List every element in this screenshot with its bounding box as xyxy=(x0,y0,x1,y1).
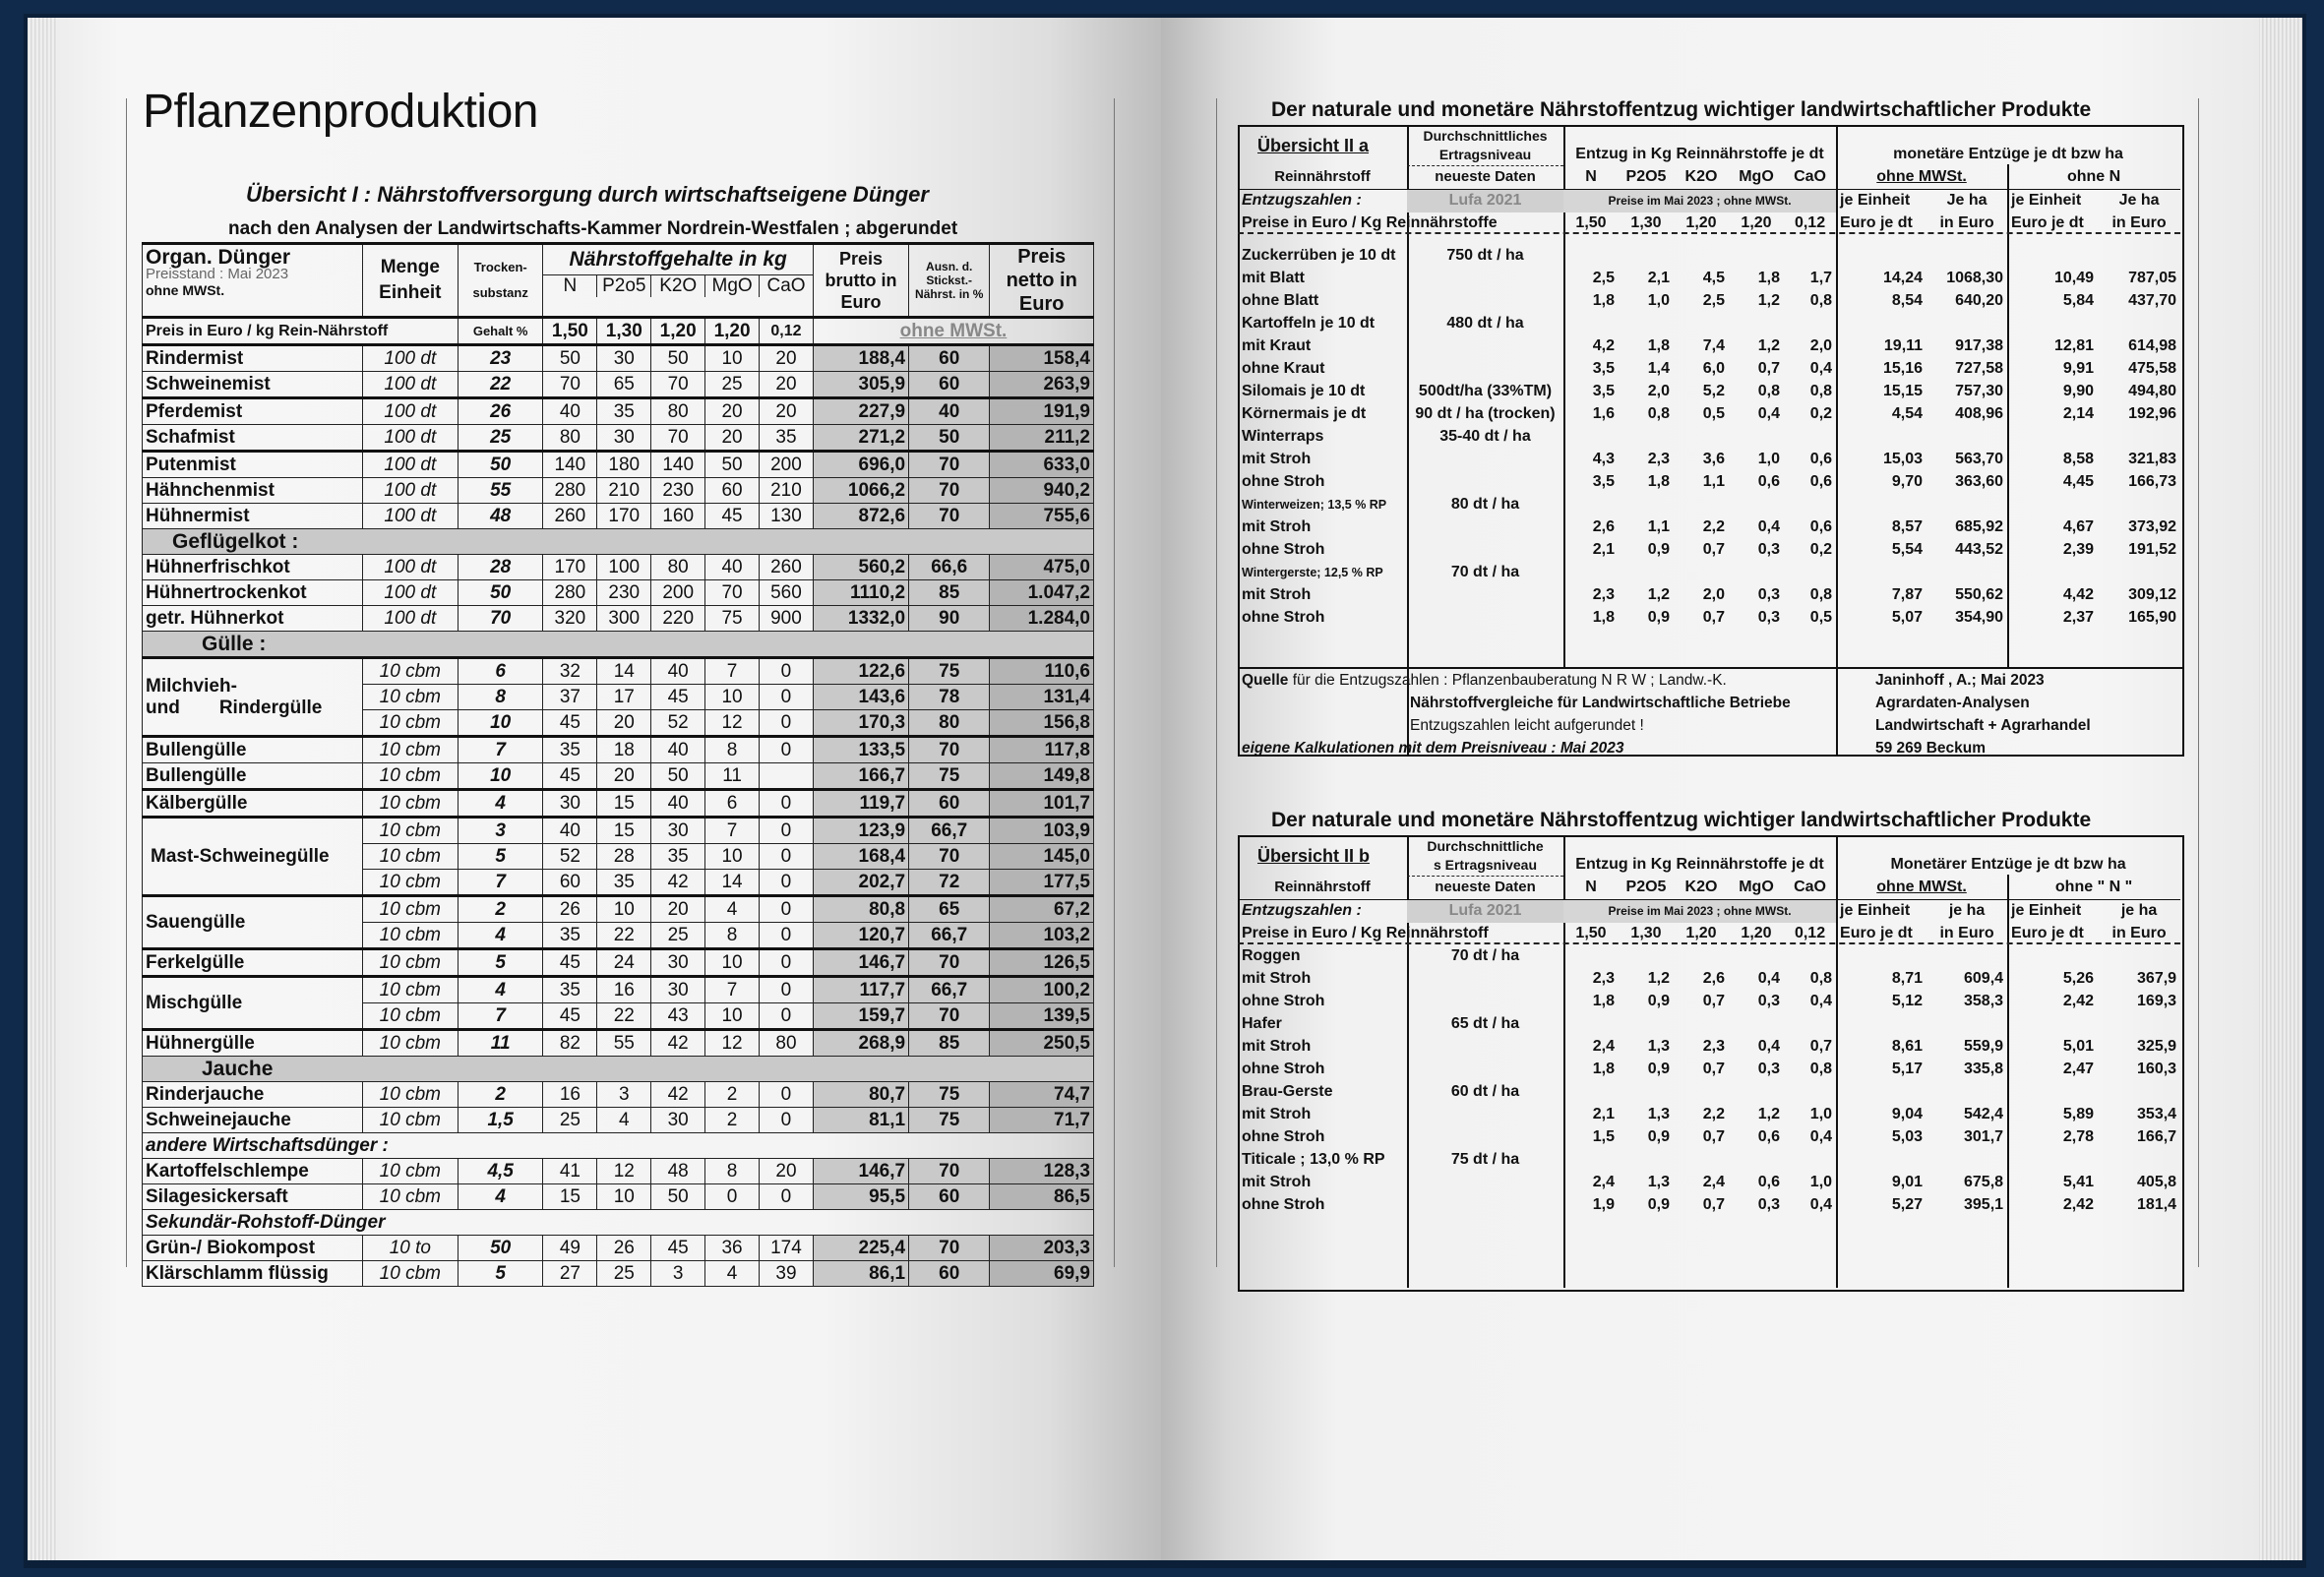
nutrient-table-a: Übersicht II a Durchschnittliches Ertragsniveau Entzug in Kg Reinnährstoffe je dt monetäre Entzüge je dt bzw ha Reinnährstoff neueste Daten N P2O5 K2O MgO CaO ohne MWSt. ohne N Entzugszahlen : Lufa 2021 Preise im Mai 2023 ; ohne MWSt. je Einheit Je ha je Einheit Je ha Preise in Euro / Kg Reinnährstoffe 1,50 1,30 1,20 1,20 0,12 Euro je dt in Euro Euro je dt in Euro Zuckerrüben je 10 dt 750 dt / ha mit Blatt 2,5 2,1 4,5 1,8 1,7 14,24 1068,30 10,49 787,05 ohne Blatt 1,8 1,0 2,5 1,2 0,8 8,54 640,20 5,84 437,70 Kartoffeln je 10 dt 480 dt / ha mit Kraut 4,2 1,8 7,4 1,2 2,0 19,11 917,38 12,81 614,98 ohne Kraut 3,5 1,4 6,0 0,7 0,4 15,16 727,58 9,91 475,58 Silomais je 10 dt 500dt/ha (33%TM) 3,5 2,0 5,2 0,8 0,8 15,15 757,30 9,90 494,80 Körnermais je dt 90 dt / ha (trocken) 1,6 0,8 0,5 0,4 0,2 4,54 408,96 2,14 192,96 Winterraps 35-40 dt / ha mit Stroh 4,3 2,3 3,6 1,0 0,6 15,03 563,70 8,58 321,83 ohne Stroh 3,5 1,8 1,1 0,6 0,6 9,70 363,60 4,45 166,73 Winterweizen; 13,5 % RP 80 dt / ha mit Stroh 2,6 1,1 2,2 0,4 0,6 8,57 685,92 4,67 373,92 ohne Stroh 2,1 0,9 0,7 0,3 0,2 5,54 443,52 2,39 191,52 Wintergerste; 12,5 % RP 70 dt / ha mit Stroh 2,3 1,2 2,0 0,3 0,8 7,87 550,62 4,42 309,12 ohne Stroh 1,8 0,9 0,7 0,3 0,5 5,07 354,90 2,37 165,90 xyxy=(1238,126,2180,630)
table-row: Kartoffelschlempe 10 cbm 4,5 41 12 48 8 20 146,7 70 128,3 xyxy=(143,1159,1094,1184)
table-row: 10 cbm 4 35 22 25 8 0 120,7 66,7 103,2 xyxy=(143,923,1094,949)
table-row: Bullengülle 10 cbm 7 35 18 40 8 0 133,5 70 117,8 xyxy=(143,737,1094,763)
table-row: Klärschlamm flüssig 10 cbm 5 27 25 3 4 39 86,1 60 69,9 xyxy=(143,1261,1094,1287)
table-row: ohne Blatt 1,8 1,0 2,5 1,2 0,8 8,54 640,20 5,84 437,70 xyxy=(1242,292,2177,309)
table-row: Titicale ; 13,0 % RP 75 dt / ha xyxy=(1242,1151,1520,1168)
table-row: Silagesickersaft 10 cbm 4 15 10 50 0 0 95,5 60 86,5 xyxy=(143,1184,1094,1210)
table-b-title: Der naturale und monetäre Nährstoffentzug wichtiger landwirtschaftlicher Produkte xyxy=(1271,809,2092,831)
table-row: Hühnergülle 10 cbm 11 82 55 42 12 80 268,9 85 250,5 xyxy=(143,1030,1094,1057)
table-row: Brau-Gerste 60 dt / ha xyxy=(1242,1083,1520,1100)
section-heading: andere Wirtschaftsdünger : xyxy=(143,1133,1094,1159)
table-row: Schweinemist 100 dt 22 70 65 70 25 20 305,9 60 263,9 xyxy=(143,372,1094,398)
table-header: Übersicht II b Durchschnittliche s Ertragsniveau Entzug in Kg Reinnährstoffe je dt Monetärer Entzüge je dt bzw ha xyxy=(1257,837,2126,873)
table-header: Übersicht II a Durchschnittliches Ertragsniveau Entzug in Kg Reinnährstoffe je dt monetäre Entzüge je dt bzw ha xyxy=(1257,127,2123,162)
table-a-title: Der naturale und monetäre Nährstoffentzug wichtiger landwirtschaftlicher Produkte xyxy=(1271,98,2092,121)
table-row: mit Stroh 2,1 1,3 2,2 1,2 1,0 9,04 542,4 5,89 353,4 xyxy=(1242,1106,2177,1122)
table-row: Hühnermist 100 dt 48 260 170 160 45 130 872,6 70 755,6 xyxy=(143,504,1094,529)
table-header: Organ. Dünger Preisstand : Mai 2023 ohne MWSt. Menge Einheit Trocken- substanz Nährstoffgehalte in kg N P2o5 K2O MgO CaO Preis brutto in Euro Ausn. d. Stickst.- Nährst. in % Preis netto in Euro xyxy=(143,244,1094,318)
table-row: Wintergerste; 12,5 % RP 70 dt / ha xyxy=(1242,564,1520,580)
table-row: mit Stroh 2,4 1,3 2,4 0,6 1,0 9,01 675,8 5,41 405,8 xyxy=(1242,1174,2177,1190)
table-row: Putenmist 100 dt 50 140 180 140 50 200 696,0 70 633,0 xyxy=(143,452,1094,478)
table-row: Mast-Schweinegülle 10 cbm 3 40 15 30 7 0 123,9 66,7 103,9 xyxy=(143,818,1094,844)
table-row: Mischgülle 10 cbm 4 35 16 30 7 0 117,7 66,7 100,2 xyxy=(143,977,1094,1003)
table-row: Rindermist 100 dt 23 50 30 50 10 20 188,4 60 158,4 xyxy=(143,345,1094,372)
table-row: Schweinejauche 10 cbm 1,5 25 4 30 2 0 81,1 75 71,7 xyxy=(143,1108,1094,1133)
fertilizer-table xyxy=(142,242,1094,1287)
table-row: Hühnerfrischkot 100 dt 28 170 100 80 40 260 560,2 66,6 475,0 xyxy=(143,555,1094,580)
overview-subtitle: nach den Analysen der Landwirtschafts-Kammer Nordrein-Westfalen ; abgerundet xyxy=(228,218,958,239)
table-row: 10 cbm 7 60 35 42 14 0 202,7 72 177,5 xyxy=(143,870,1094,896)
table-row: mit Stroh 2,3 1,2 2,6 0,4 0,8 8,71 609,4 5,26 367,9 xyxy=(1242,970,2177,987)
table-row: mit Stroh 4,3 2,3 3,6 1,0 0,6 15,03 563,70 8,58 321,83 xyxy=(1242,451,2177,467)
table-row: 10 cbm 8 37 17 45 10 0 143,6 78 131,4 xyxy=(143,685,1094,710)
table-row: getr. Hühnerkot 100 dt 70 320 300 220 75 900 1332,0 90 1.284,0 xyxy=(143,606,1094,632)
section-heading: Sekundär-Rohstoff-Dünger xyxy=(143,1210,1094,1236)
table-row: Kartoffeln je 10 dt 480 dt / ha xyxy=(1242,315,1524,332)
table-row: mit Stroh 2,4 1,3 2,3 0,4 0,7 8,61 559,9 5,01 325,9 xyxy=(1242,1038,2177,1055)
table-row: ohne Kraut 3,5 1,4 6,0 0,7 0,4 15,16 727,58 9,91 475,58 xyxy=(1242,360,2177,377)
page-heading: Pflanzenproduktion xyxy=(143,86,538,138)
table-row: Hafer 65 dt / ha xyxy=(1242,1015,1520,1032)
table-row: Hähnchenmist 100 dt 55 280 210 230 60 210 1066,2 70 940,2 xyxy=(143,478,1094,504)
table-row: Schafmist 100 dt 25 80 30 70 20 35 271,2 50 211,2 xyxy=(143,425,1094,452)
table-row: 10 cbm 5 52 28 35 10 0 168,4 70 145,0 xyxy=(143,844,1094,870)
table-row: ohne Stroh 1,8 0,9 0,7 0,3 0,4 5,12 358,3 2,42 169,3 xyxy=(1242,993,2177,1009)
table-row: ohne Stroh 1,8 0,9 0,7 0,3 0,8 5,17 335,8 2,47 160,3 xyxy=(1242,1061,2177,1077)
table-row: Sauengülle 10 cbm 2 26 10 20 4 0 80,8 65 67,2 xyxy=(143,896,1094,923)
table-row: ohne Stroh 1,5 0,9 0,7 0,6 0,4 5,03 301,7 2,78 166,7 xyxy=(1242,1128,2177,1145)
section-heading: Jauche xyxy=(143,1057,1094,1082)
table-row: Silomais je 10 dt 500dt/ha (33%TM) 3,5 2,0 5,2 0,8 0,8 15,15 757,30 9,90 494,80 xyxy=(1242,383,2177,399)
table-row: Winterweizen; 13,5 % RP 80 dt / ha xyxy=(1242,496,1520,513)
table-row: mit Kraut 4,2 1,8 7,4 1,2 2,0 19,11 917,38 12,81 614,98 xyxy=(1242,337,2177,354)
table-row: Zuckerrüben je 10 dt 750 dt / ha xyxy=(1242,247,1524,264)
table-row: mit Blatt 2,5 2,1 4,5 1,8 1,7 14,24 1068,30 10,49 787,05 xyxy=(1242,270,2177,286)
table-row: Bullengülle 10 cbm 10 45 20 50 11 166,7 75 149,8 xyxy=(143,763,1094,790)
table-row: Hühnertrockenkot 100 dt 50 280 230 200 70 560 1110,2 85 1.047,2 xyxy=(143,580,1094,606)
table-row: Kälbergülle 10 cbm 4 30 15 40 6 0 119,7 60 101,7 xyxy=(143,790,1094,818)
table-row: Grün-/ Biokompost 10 to 50 49 26 45 36 174 225,4 70 203,3 xyxy=(143,1236,1094,1261)
overview-title: Übersicht I : Nährstoffversorgung durch wirtschaftseigene Dünger xyxy=(246,182,929,207)
price-row: Preis in Euro / kg Rein-Nährstoff Gehalt % 1,50 1,30 1,20 1,20 0,12 ohne MWSt. xyxy=(143,318,1094,345)
table-row: Ferkelgülle 10 cbm 5 45 24 30 10 0 146,7 70 126,5 xyxy=(143,949,1094,977)
table-row: ohne Stroh 1,9 0,9 0,7 0,3 0,4 5,27 395,1 2,42 181,4 xyxy=(1242,1196,2177,1213)
table-row: Körnermais je dt 90 dt / ha (trocken) 1,6 0,8 0,5 0,4 0,2 4,54 408,96 2,14 192,96 xyxy=(1242,405,2177,422)
table-row: 10 cbm 7 45 22 43 10 0 159,7 70 139,5 xyxy=(143,1003,1094,1030)
table-row: Roggen 70 dt / ha xyxy=(1242,947,1520,964)
table-row: mit Stroh 2,3 1,2 2,0 0,3 0,8 7,87 550,62 4,42 309,12 xyxy=(1242,586,2177,603)
section-heading: Gülle : xyxy=(143,632,1094,658)
table-row: ohne Stroh 1,8 0,9 0,7 0,3 0,5 5,07 354,90 2,37 165,90 xyxy=(1242,609,2177,626)
table-row: ohne Stroh 2,1 0,9 0,7 0,3 0,2 5,54 443,52 2,39 191,52 xyxy=(1242,541,2177,558)
table-row: Winterraps 35-40 dt / ha xyxy=(1242,428,1531,445)
table-row: 10 cbm 10 45 20 52 12 0 170,3 80 156,8 xyxy=(143,710,1094,737)
table-row: mit Stroh 2,6 1,1 2,2 0,4 0,6 8,57 685,92 4,67 373,92 xyxy=(1242,518,2177,535)
nutrient-table-b: Übersicht II b Durchschnittliche s Ertragsniveau Entzug in Kg Reinnährstoffe je dt Monetärer Entzüge je dt bzw ha Reinnährstoff neueste Daten N P2O5 K2O MgO CaO ohne MWSt. ohne " N " Entzugszahlen : Lufa 2021 Preise im Mai 2023 ; ohne MWSt. je Einheit je ha je Einheit je ha Preise in Euro / Kg Reinnährstoff 1,50 1,30 1,20 1,20 0,12 Euro je dt in Euro Euro je dt in Euro Roggen 70 dt / ha mit Stroh 2,3 1,2 2,6 0,4 0,8 8,71 609,4 5,26 367,9 ohne Stroh 1,8 0,9 0,7 0,3 0,4 5,12 358,3 2,42 169,3 Hafer 65 dt / ha mit Stroh 2,4 1,3 2,3 0,4 0,7 8,61 559,9 5,01 325,9 ohne Stroh 1,8 0,9 0,7 0,3 0,8 5,17 335,8 2,47 160,3 Brau-Gerste 60 dt / ha mit Stroh 2,1 1,3 2,2 1,2 1,0 9,04 542,4 5,89 353,4 ohne Stroh 1,5 0,9 0,7 0,6 0,4 5,03 301,7 2,78 166,7 Titicale ; 13,0 % RP 75 dt / ha mit Stroh 2,4 1,3 2,4 0,6 1,0 9,01 675,8 5,41 405,8 ohne Stroh 1,9 0,9 0,7 0,3 0,4 5,27 395,1 2,42 181,4 xyxy=(1238,836,2180,1217)
table-row: Rinderjauche 10 cbm 2 16 3 42 2 0 80,7 75 74,7 xyxy=(143,1082,1094,1108)
section-heading: Geflügelkot : xyxy=(143,529,1094,555)
table-row: ohne Stroh 3,5 1,8 1,1 0,6 0,6 9,70 363,60 4,45 166,73 xyxy=(1242,473,2177,490)
table-row: Milchvieh- und Rindergülle 10 cbm 6 32 14 40 7 0 122,6 75 110,6 xyxy=(143,658,1094,685)
table-a-source: Quelle für die Entzugszahlen : Pflanzenbauberatung N R W ; Landw.-K. Janinhoff , A.; Mai 2023 Nährstoffvergleiche für Landwirtschaftliche Betriebe Agrardaten-Analysen Entzugszahlen leicht aufgerundet ! Landwirtschaft + Agrarhandel eigene Kalkulationen mit dem Preisniveau : Mai 2023 59 269 Beckum xyxy=(1242,671,2091,757)
table-row: Pferdemist 100 dt 26 40 35 80 20 20 227,9 40 191,9 xyxy=(143,398,1094,425)
